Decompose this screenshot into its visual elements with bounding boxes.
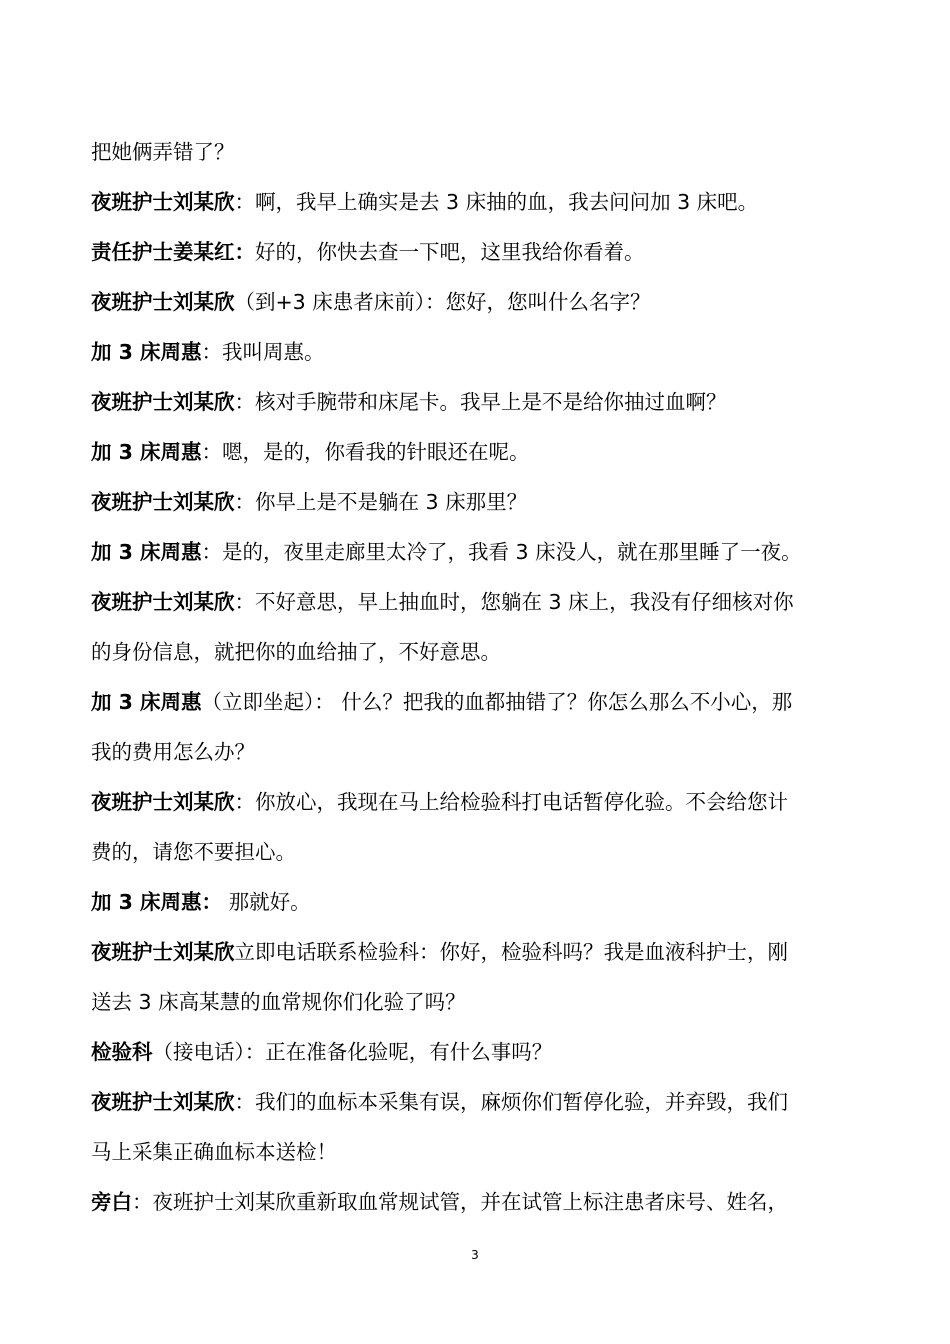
line-text: 立即电话联系检验科：你好，检验科吗？我是血液科护士，刚: [234, 940, 788, 964]
line-text: 我的费用怎么办？: [91, 740, 255, 764]
speaker-name: 加 3 床周惠: [91, 340, 202, 364]
line-text: 送去 3 床高某慧的血常规你们化验了吗？: [91, 990, 466, 1014]
line-text: 好的，你快去查一下吧，这里我给你看着。: [255, 240, 645, 264]
line-text: 那就好。: [222, 890, 311, 914]
speaker-name: 夜班护士刘某欣: [91, 290, 235, 314]
dialogue-line: [91, 1177, 866, 1227]
dialogue-line: [91, 977, 866, 1027]
line-text: ：我们的血标本采集有误，麻烦你们暂停化验，并弃毁，我们: [234, 1090, 788, 1114]
dialogue-line: [91, 1127, 866, 1177]
dialogue-line: [91, 927, 866, 977]
line-text: 把她俩弄错了？: [91, 140, 235, 164]
dialogue-line: [91, 377, 866, 427]
dialogue-line: [91, 277, 866, 327]
line-text: ：核对手腕带和床尾卡。我早上是不是给你抽过血啊？: [234, 390, 727, 414]
dialogue-line: [91, 477, 866, 527]
speaker-name: 责任护士姜某红：: [91, 240, 255, 264]
speaker-name: 夜班护士刘某欣: [91, 590, 235, 614]
speaker-name: 加 3 床周惠: [91, 440, 202, 464]
dialogue-line: [91, 427, 866, 477]
speaker-name: 夜班护士刘某欣: [91, 940, 235, 964]
dialogue-line: [91, 777, 866, 827]
speaker-name: 夜班护士刘某欣: [91, 490, 235, 514]
line-text: ：你早上是不是躺在 3 床那里？: [234, 490, 528, 514]
line-text: 的身份信息，就把你的血给抽了，不好意思。: [91, 640, 501, 664]
line-text: （立即坐起）： 什么？把我的血都抽错了？你怎么那么不小心，那: [201, 690, 793, 714]
dialogue-text: [91, 127, 866, 1227]
line-text: ：夜班护士刘某欣重新取血常规试管，并在试管上标注患者床号、姓名，: [132, 1190, 788, 1214]
speaker-name: 旁白: [91, 1190, 132, 1214]
dialogue-line: [91, 827, 866, 877]
speaker-name: 加 3 床周惠: [91, 690, 202, 714]
page-number: 3: [471, 1248, 479, 1262]
speaker-name: 检验科: [91, 1040, 153, 1064]
line-text: 费的，请您不要担心。: [91, 840, 296, 864]
dialogue-line: [91, 327, 866, 377]
dialogue-line: [91, 727, 866, 777]
speaker-name: 加 3 床周惠: [91, 540, 202, 564]
line-text: ：是的，夜里走廊里太冷了，我看 3 床没人，就在那里睡了一夜。: [201, 540, 802, 564]
dialogue-line: [91, 177, 866, 227]
dialogue-line: [91, 1077, 866, 1127]
line-text: （接电话）：正在准备化验呢，有什么事吗？: [152, 1040, 553, 1064]
line-text: （到+3 床患者床前）：您好，您叫什么名字？: [234, 290, 651, 314]
dialogue-line: [91, 577, 866, 627]
speaker-name: 夜班护士刘某欣: [91, 790, 235, 814]
dialogue-line: [91, 677, 866, 727]
line-text: ：嗯，是的，你看我的针眼还在呢。: [201, 440, 530, 464]
speaker-name: 夜班护士刘某欣: [91, 1090, 235, 1114]
line-text: ：啊，我早上确实是去 3 床抽的血，我去问问加 3 床吧。: [234, 190, 759, 214]
dialogue-line: [91, 527, 866, 577]
speaker-name: 夜班护士刘某欣: [91, 390, 235, 414]
line-text: ：我叫周惠。: [201, 340, 325, 364]
line-text: ：不好意思，早上抽血时，您躺在 3 床上，我没有仔细核对你: [234, 590, 794, 614]
speaker-name: 夜班护士刘某欣: [91, 190, 235, 214]
dialogue-line: [91, 627, 866, 677]
speaker-name: 加 3 床周惠：: [91, 890, 223, 914]
dialogue-line: [91, 227, 866, 277]
dialogue-line: [91, 1027, 866, 1077]
dialogue-line: [91, 877, 866, 927]
line-text: 马上采集正确血标本送检！: [91, 1140, 337, 1164]
dialogue-line: [91, 127, 866, 177]
line-text: ：你放心，我现在马上给检验科打电话暂停化验。不会给您计: [234, 790, 788, 814]
